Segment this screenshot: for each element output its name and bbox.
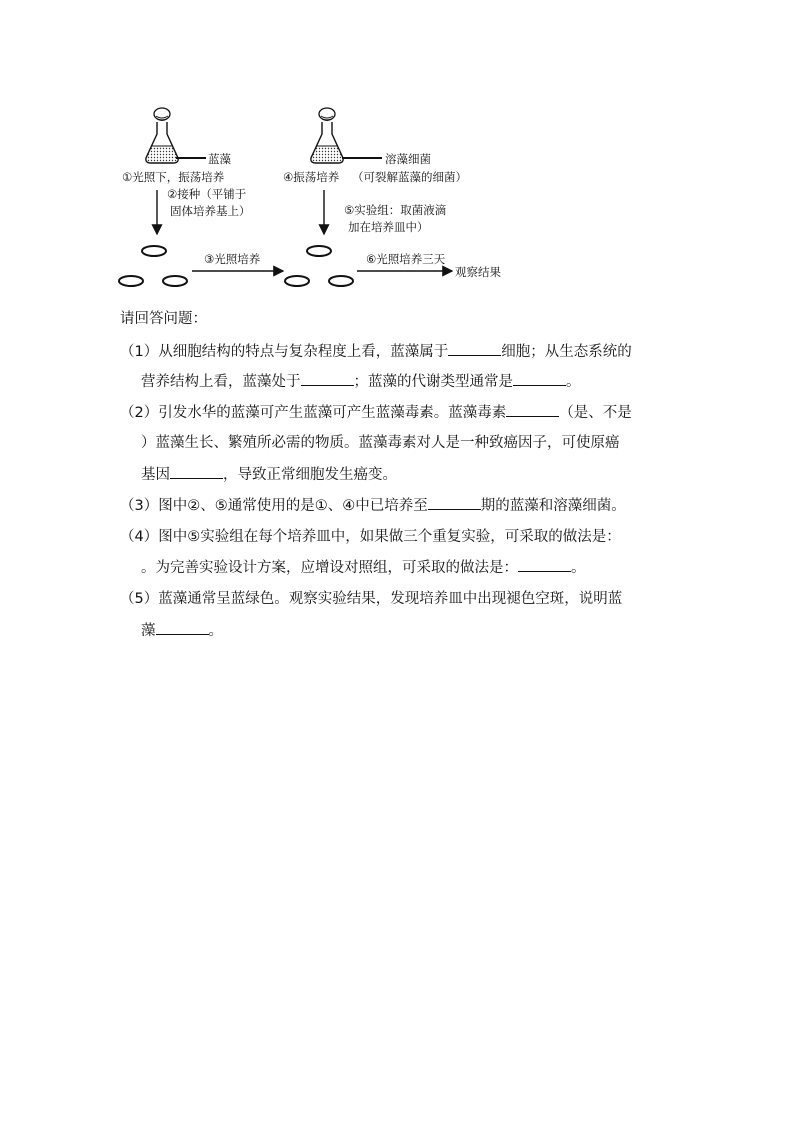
question-4-line1: （4）图中⑤实验组在每个培养皿中，如果做三个重复实验，可采取的做法是： — [120, 529, 621, 545]
petri-dishes-2-icon — [285, 246, 353, 286]
label-result: 观察结果 — [455, 265, 501, 279]
label-step2-line2: 固体培养基上） — [170, 204, 251, 218]
label-step6: ⑥光照培养三天 — [366, 252, 446, 266]
answer-blank[interactable] — [156, 620, 209, 635]
label-step3: ③光照培养 — [204, 252, 261, 266]
label-step5-line2: 加在培养皿中） — [348, 220, 429, 234]
question-4-line2: 。为完善实验设计方案，应增设对照组，可采取的做法是： 。 — [141, 557, 586, 578]
question-3: （3）图中②、⑤通常使用的是①、④中已培养至 期的蓝藻和溶藻细菌。 — [120, 495, 626, 516]
answer-blank[interactable] — [513, 371, 566, 386]
question-2-line2: ）蓝藻生长、繁殖所必需的物质。蓝藻毒素对人是一种致癌因子，可使原癌 — [141, 435, 620, 451]
flask-lanzao-icon — [146, 108, 178, 163]
flask-rongzao-icon — [311, 108, 343, 163]
question-5-line1: （5）蓝藻通常呈蓝绿色。观察实验结果，发现培养皿中出现褪色空斑，说明蓝 — [120, 591, 623, 607]
label-step2-line1: ②接种（平铺于 — [167, 187, 247, 201]
answer-blank[interactable] — [518, 557, 571, 572]
answer-blank[interactable] — [301, 371, 354, 386]
answer-blank[interactable] — [170, 464, 223, 479]
question-2-line1: （2）引发水华的蓝藻可产生蓝藻可产生蓝藻毒素。蓝藻毒素 （是、不是 — [120, 402, 632, 423]
answer-blank[interactable] — [506, 402, 559, 417]
question-2-line3: 基因 ，导致正常细胞发生癌变。 — [141, 464, 397, 485]
questions-intro: 请回答问题： — [120, 311, 207, 327]
label-step1: ①光照下，振荡培养 — [122, 170, 225, 184]
answer-blank[interactable] — [428, 495, 481, 510]
label-step4-note: （可裂解蓝藻的细菌） — [352, 170, 467, 184]
answer-blank[interactable] — [448, 341, 501, 356]
question-1-line1: （1）从细胞结构的特点与复杂程度上看，蓝藻属于 细胞；从生态系统的 — [120, 341, 632, 362]
question-5-line2: 藻 。 — [141, 620, 223, 641]
label-lanzao: 蓝藻 — [208, 152, 231, 166]
petri-dishes-1-icon — [119, 246, 187, 286]
experiment-figure — [0, 0, 794, 300]
label-step4: ④振荡培养 — [283, 170, 340, 184]
label-rongzao: 溶藻细菌 — [385, 152, 431, 166]
question-1-line2: 营养结构上看，蓝藻处于 ；蓝藻的代谢类型通常是 。 — [141, 371, 581, 392]
label-step5-line1: ⑤实验组：取菌液滴 — [344, 203, 447, 217]
